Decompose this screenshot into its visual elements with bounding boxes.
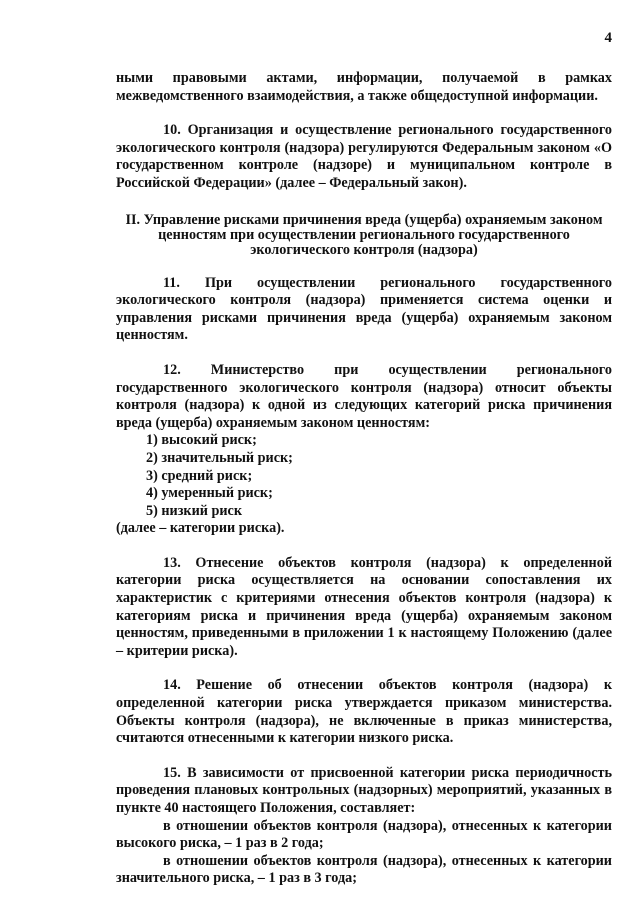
paragraph-15: 15. В зависимости от присвоенной категории риска периодичность проведения плановых контрольных (надзорных) мероприятий, указанных в пункте 40 настоящего Положения, составляет: <box>116 764 612 816</box>
page-number: 4 <box>604 30 612 46</box>
risk-category-list <box>116 432 612 520</box>
list-item: 3) средний риск; <box>146 467 253 484</box>
paragraph-continuation: ными правовыми актами, информации, получаемой в рамках межведомственного взаимодействия, а также общедоступной информации. <box>116 70 612 104</box>
list-item: 2) значительный риск; <box>146 449 293 466</box>
paragraph-12: 12. Министерство при осуществлении регионального государственного экологического контроля (надзора) относит объекты контроля (надзора) к одной из следующих категорий риска причинения вреда (ущерба) охраняемым законом ценностям: <box>116 361 612 431</box>
paragraph-15-high-risk: в отношении объектов контроля (надзора), отнесенных к категории высокого риска, – 1 раз в 2 года; <box>116 817 612 852</box>
document-body <box>116 70 612 888</box>
section-heading-2: II. Управление рисками причинения вреда (ущерба) охраняемым законом ценностям при осуществлении регионального государственного экологического контроля (надзора) <box>125 211 603 258</box>
paragraph-15-significant-risk: в отношении объектов контроля (надзора), отнесенных к категории значительного риска, – 1 раз в 3 года; <box>116 852 612 887</box>
paragraph-11: 11. При осуществлении регионального государственного экологического контроля (надзора) применяется система оценки и управления рисками причинения вреда (ущерба) охраняемым законом ценностям. <box>116 274 612 344</box>
list-item: 4) умеренный риск; <box>146 485 273 502</box>
paragraph-10: 10. Организация и осуществление регионального государственного экологического контроля (надзора) регулируются Федеральным законом «О государственном контроле (надзоре) и муниципальном контроле в Российской Федерации» (далее – Федеральный закон). <box>116 122 612 191</box>
list-item: 5) низкий риск <box>146 502 243 519</box>
paragraph-14: 14. Решение об отнесении объектов контроля (надзора) к определенной категории риска утверждается приказом министерства. Объекты контроля (надзора), не включенные в приказ министерства, считаются отнесенными к категории низкого риска. <box>116 677 612 747</box>
list-item: 1) высокий риск; <box>146 432 257 449</box>
paragraph-12-tail: (далее – категории риска). <box>116 520 285 537</box>
paragraph-13: 13. Отнесение объектов контроля (надзора) к определенной категории риска осуществляется на основании сопоставления их характеристик с критериями отнесения объектов контроля (надзора) к категориям риска и причинения вреда (ущерба) охраняемым законом ценностям, приведенными в приложении 1 к настоящему Положению (далее – критерии риска). <box>116 554 612 659</box>
